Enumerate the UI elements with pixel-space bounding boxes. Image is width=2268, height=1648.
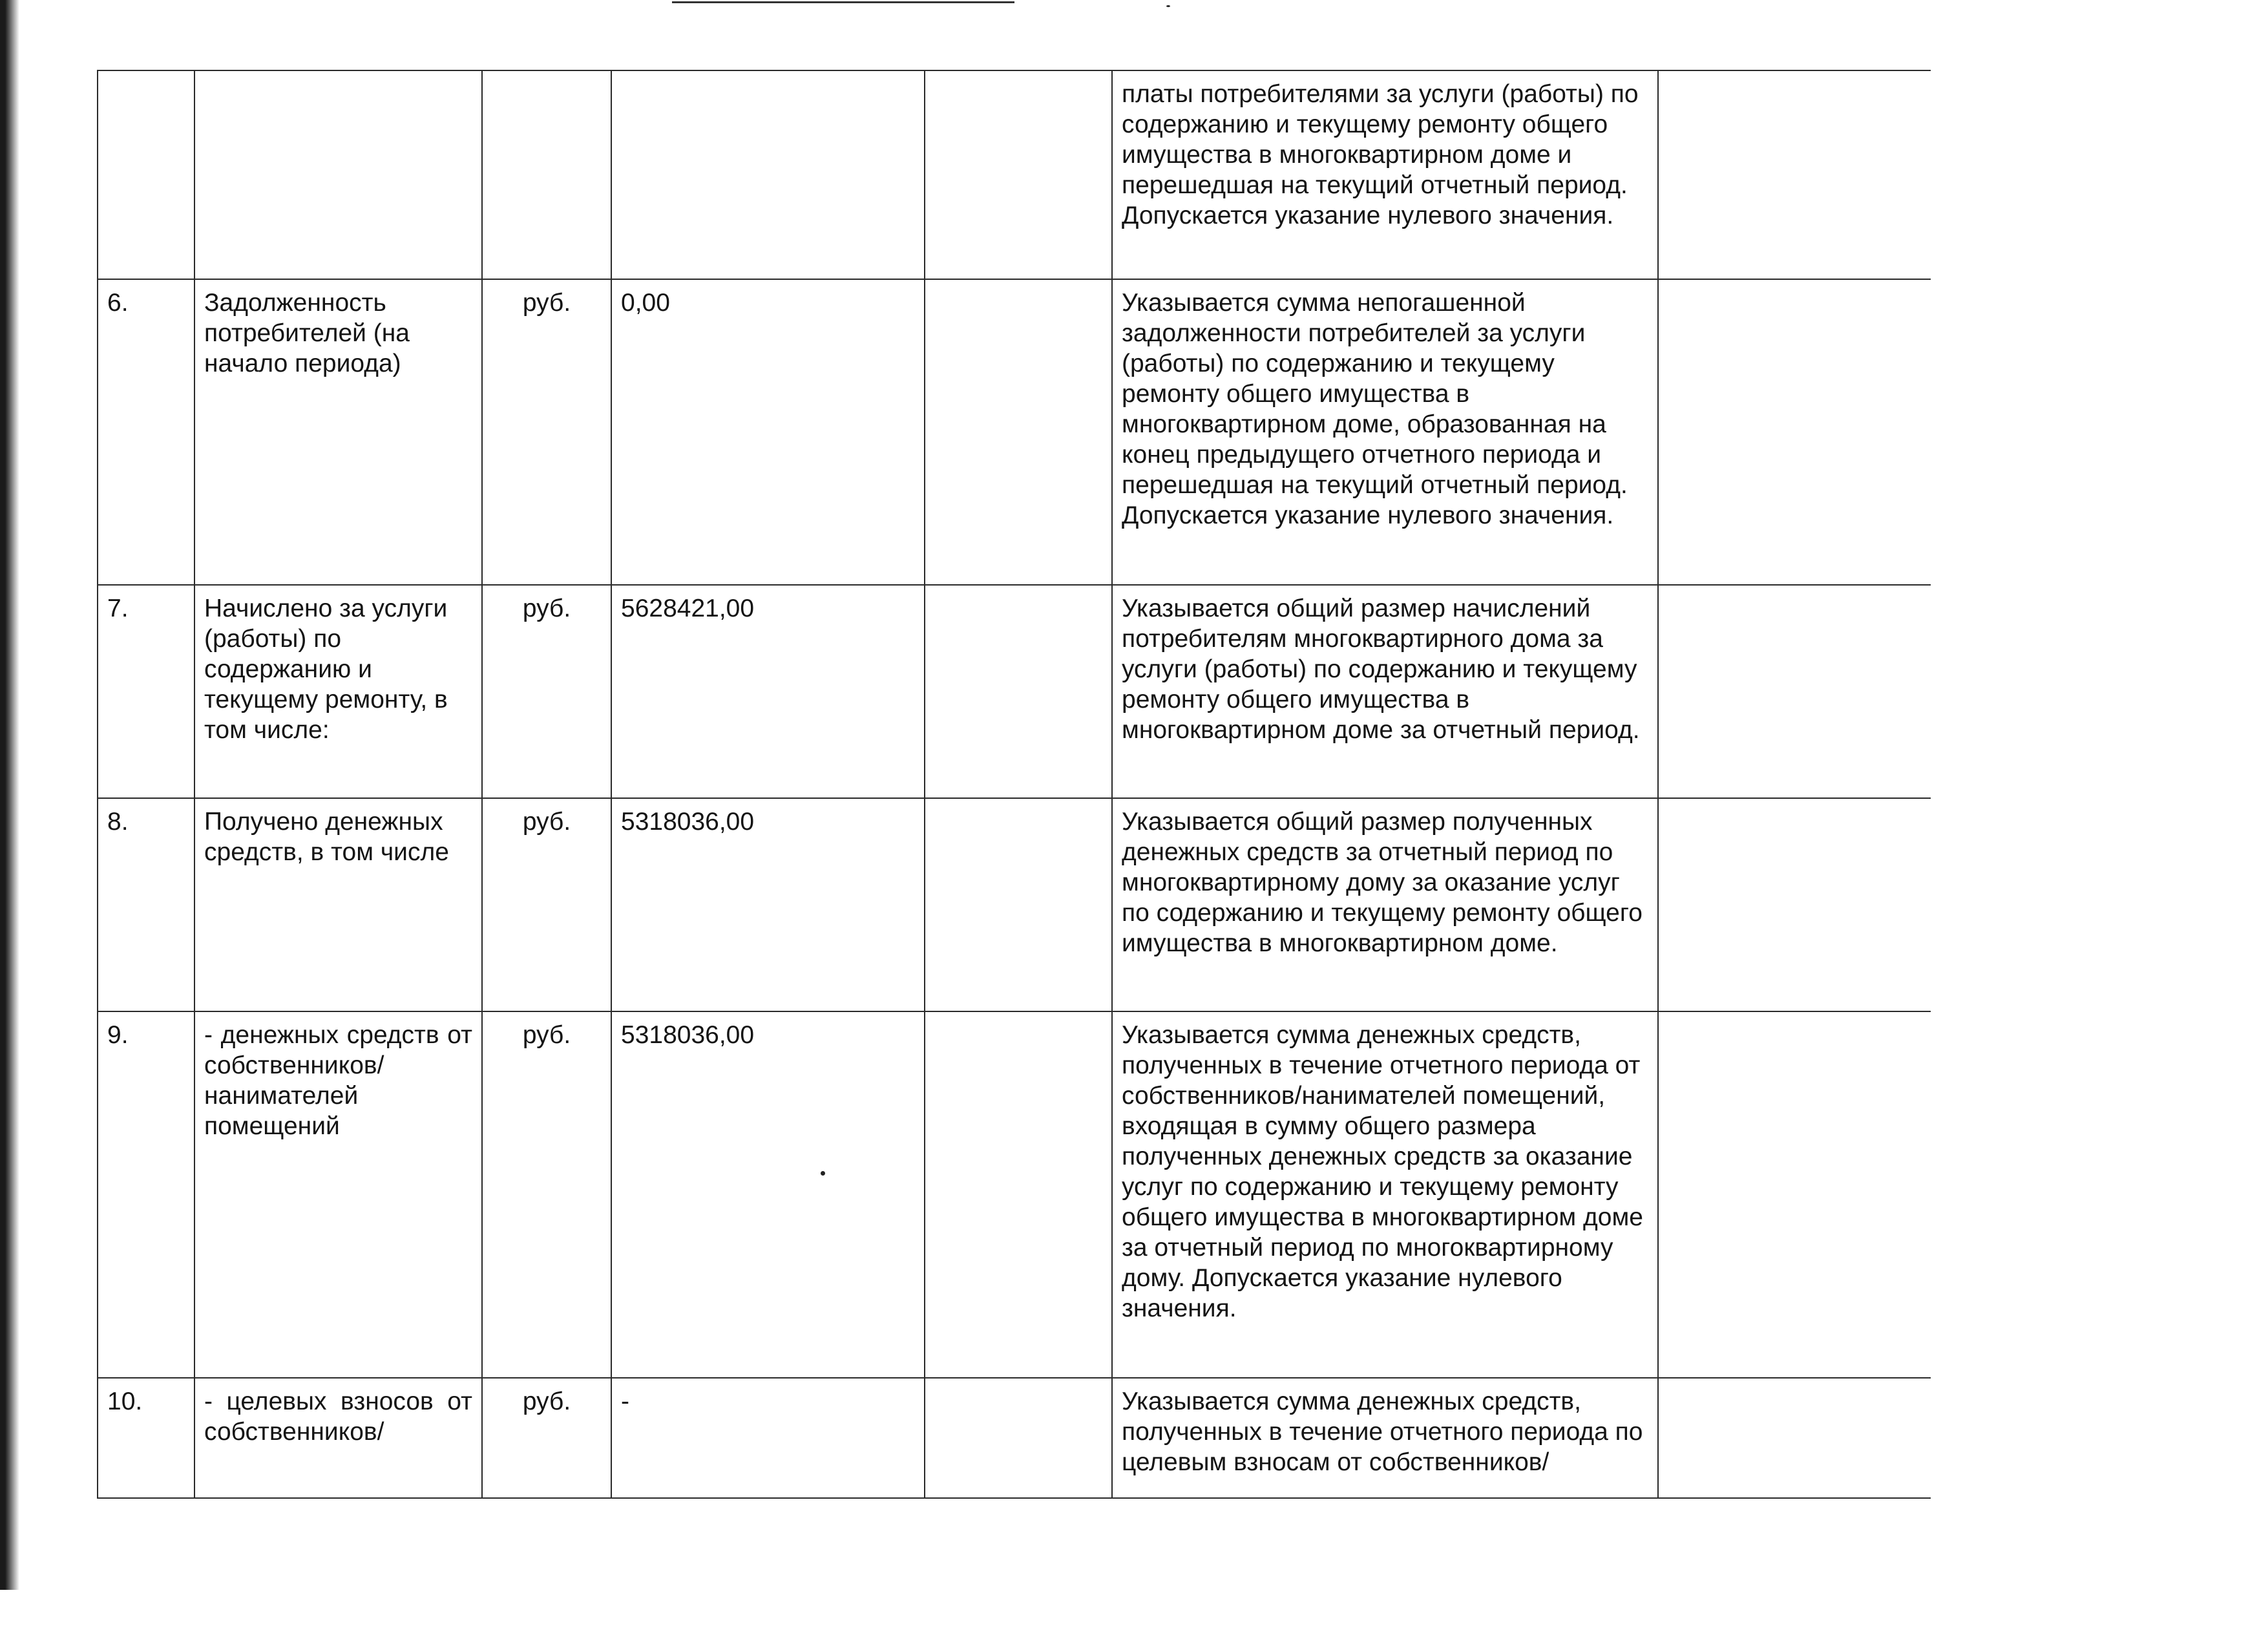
description: Указывается сумма денежных средств, полученных в течение отчетного периода по целевым взносам от собственников/ [1112, 1378, 1658, 1498]
unit: руб. [482, 1011, 611, 1378]
value: 0,00 [611, 279, 925, 585]
extra-cell [925, 585, 1112, 798]
report-table-container [97, 70, 1931, 1505]
note-cell [1658, 70, 1931, 279]
extra-cell [925, 1378, 1112, 1498]
description: Указывается общий размер полученных денежных средств за отчетный период по многоквартирному дому за оказание услуг по содержанию и текущему ремонту общего имущества в многоквартирном доме. [1112, 798, 1658, 1011]
row-number: 9. [98, 1011, 194, 1378]
note-cell [1658, 1378, 1931, 1498]
extra-cell [925, 279, 1112, 585]
item-name: Начислено за услуги (работы) по содержанию и текущему ремонту, в том числе: [194, 585, 482, 798]
scan-binding-edge [0, 0, 19, 1590]
item-name [194, 70, 482, 279]
value: - [611, 1378, 925, 1498]
description: платы потребителями за услуги (работы) по содержанию и текущему ремонту общего имущества в многоквартирном доме и перешедшая на текущий отчетный период. Допускается указание нулевого значения. [1112, 70, 1658, 279]
value [611, 70, 925, 279]
item-name: Задолженность потребителей (на начало периода) [194, 279, 482, 585]
row-number: 8. [98, 798, 194, 1011]
table-row [98, 70, 1931, 279]
table-row [98, 798, 1931, 1011]
scan-top-mark [672, 1, 1014, 3]
row-number: 7. [98, 585, 194, 798]
extra-cell [925, 1011, 1112, 1378]
note-cell [1658, 798, 1931, 1011]
row-number: 6. [98, 279, 194, 585]
row-number [98, 70, 194, 279]
unit: руб. [482, 585, 611, 798]
note-cell [1658, 1011, 1931, 1378]
report-table [97, 70, 1931, 1499]
value: 5318036,00 [611, 798, 925, 1011]
table-row [98, 1378, 1931, 1498]
scan-speck [1166, 5, 1170, 7]
unit: руб. [482, 798, 611, 1011]
value: 5318036,00 [611, 1011, 925, 1378]
item-name: Получено денежных средств, в том числе [194, 798, 482, 1011]
description: Указывается общий размер начислений потребителям многоквартирного дома за услуги (работы) по содержанию и текущему ремонту общего имущества в многоквартирном доме за отчетный период. [1112, 585, 1658, 798]
description: Указывается сумма денежных средств, полученных в течение отчетного периода от собственников/нанимателей помещений, входящая в сумму общего размера полученных денежных средств за оказание услуг по содержанию и текущему ремонту общего имущества в многоквартирном доме за отчетный период по многоквартирному дому. Допускается указание нулевого значения. [1112, 1011, 1658, 1378]
description: Указывается сумма непогашенной задолженности потребителей за услуги (работы) по содержанию и текущему ремонту общего имущества в многоквартирном доме, образованная на конец предыдущего отчетного периода и перешедшая на текущий отчетный период. Допускается указание нулевого значения. [1112, 279, 1658, 585]
note-cell [1658, 279, 1931, 585]
value: 5628421,00 [611, 585, 925, 798]
item-name: - денежных средств от собственников/ нанимателей помещений [194, 1011, 482, 1378]
row-number: 10. [98, 1378, 194, 1498]
table-row [98, 1011, 1931, 1378]
extra-cell [925, 70, 1112, 279]
item-name: - целевых взносов от собственников/ [194, 1378, 482, 1498]
unit: руб. [482, 1378, 611, 1498]
note-cell [1658, 585, 1931, 798]
unit [482, 70, 611, 279]
unit: руб. [482, 279, 611, 585]
extra-cell [925, 798, 1112, 1011]
table-row [98, 279, 1931, 585]
table-row [98, 585, 1931, 798]
